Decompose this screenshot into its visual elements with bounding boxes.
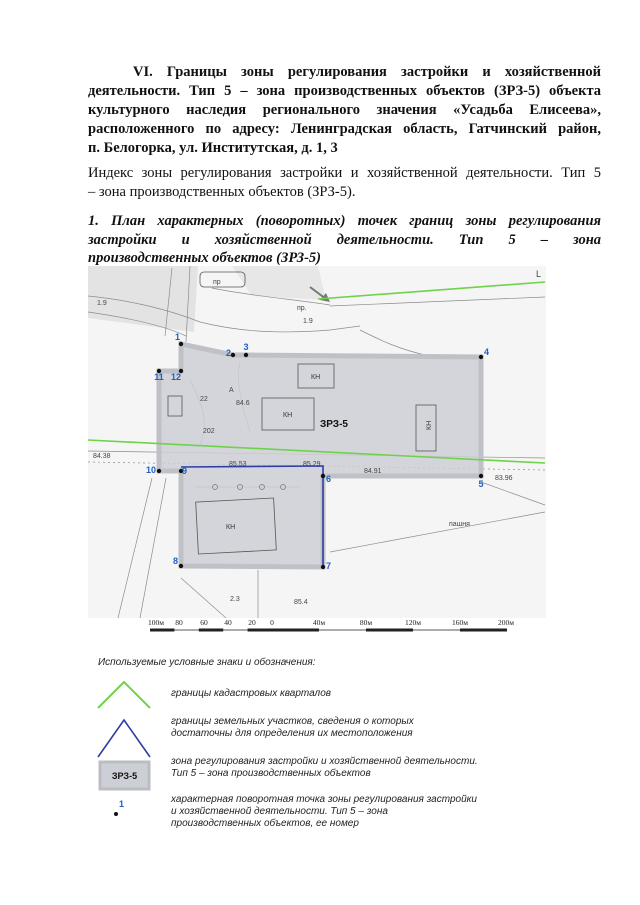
point-marker-4 <box>479 355 483 359</box>
scale-label: 160м <box>452 618 468 627</box>
scale-label: 0 <box>270 618 274 627</box>
plan-title-line: производственных объектов (ЗРЗ-5) <box>88 250 321 266</box>
legend-text-line: достаточны для определения их местоположения <box>171 728 413 739</box>
point-number-9: 9 <box>182 466 188 476</box>
legend-text-line: границы кадастровых кварталов <box>171 688 331 699</box>
elevation-label: 84.6 <box>236 400 250 407</box>
elevation-label: 83.96 <box>495 475 513 482</box>
area-label: 2.3 <box>230 596 240 603</box>
scale-label: 20 <box>248 618 256 627</box>
legend-item-zone <box>171 756 478 780</box>
legend-text-line: производственных объектов, ее номер <box>171 818 359 829</box>
point-marker-8 <box>179 564 183 568</box>
building-label: КН <box>283 412 293 419</box>
point-number-12: 12 <box>170 372 182 382</box>
area-label: 1.9 <box>303 318 313 325</box>
zone-symbol-label: ЗРЗ-5 <box>111 771 138 781</box>
point-marker-2 <box>231 353 235 357</box>
scale-label: 100м <box>148 618 164 627</box>
point-number-8: 8 <box>172 556 178 566</box>
plan-title <box>88 212 601 268</box>
scale-bar-segment <box>460 629 507 632</box>
scale-bar <box>148 618 514 632</box>
legend-item-cadastral <box>171 688 331 700</box>
elevation-label: 84.91 <box>364 468 382 475</box>
turning-point-symbol-number: 1 <box>119 799 125 809</box>
elevation-label: 85.29 <box>303 461 321 468</box>
building-label: КН <box>226 524 236 531</box>
area-label: 1.9 <box>97 300 107 307</box>
point-number-5: 5 <box>478 479 484 489</box>
intro-line: Индекс зоны регулирования застройки и хозяйственной деятельности. Тип 5 <box>88 165 601 181</box>
point-number-2: 2 <box>225 348 231 358</box>
elevation-label: 84.38 <box>93 453 111 460</box>
legend-title: Используемые условные знаки и обозначения: <box>98 657 316 668</box>
heading-line: VI. Границы зоны регулирования застройки и хозяйственной <box>133 64 601 80</box>
point-marker-3 <box>244 353 248 357</box>
lot-number-label: 202 <box>203 428 215 435</box>
legend-text-line: зона регулирования застройки и хозяйственной деятельности. <box>171 756 478 767</box>
scale-label: 120м <box>405 618 421 627</box>
elevation-label: 85.4 <box>294 599 308 606</box>
intro-line: – зона производственных объектов (ЗРЗ-5). <box>88 184 356 200</box>
scale-label: 200м <box>498 618 514 627</box>
legend-item-land-plot <box>171 716 414 740</box>
cadastral-boundary-symbol <box>98 682 150 708</box>
point-marker-1 <box>179 342 183 346</box>
scale-bar-segment <box>150 629 174 632</box>
scale-bar-segment <box>366 629 413 632</box>
section-heading <box>88 63 601 158</box>
point-marker-6 <box>321 474 325 478</box>
plan-title-line: застройки и хозяйственной деятельности. Тип 5 – зона <box>88 231 601 248</box>
scale-bar-segment <box>199 629 223 632</box>
legend-symbols <box>95 675 155 820</box>
legend-text-line: границы земельных участков, сведения о которых <box>171 716 414 727</box>
land-use-label: пашня <box>449 521 470 528</box>
legend-text-line: характерная поворотная точка зоны регулирования застройки <box>171 794 477 805</box>
point-number-10: 10 <box>145 465 156 475</box>
scale-label: 40м <box>312 618 326 627</box>
intro-paragraph <box>88 164 601 202</box>
corner-mark: L <box>536 269 542 279</box>
legend-text-line: и хозяйственной деятельности. Тип 5 – зона <box>171 806 388 817</box>
zone-label: ЗРЗ-5 <box>320 419 348 430</box>
zone-map <box>80 262 560 640</box>
scale-label: 60 <box>200 618 208 627</box>
point-number-3: 3 <box>243 342 249 352</box>
building-type-label: пр <box>213 279 221 286</box>
scale-label: 80 <box>175 618 183 627</box>
land-plot-boundary-symbol <box>98 720 150 757</box>
point-number-1: 1 <box>174 332 180 342</box>
point-number-6: 6 <box>326 474 332 484</box>
road-label: пр. <box>297 305 307 312</box>
scale-bar-segment <box>272 629 319 632</box>
point-number-4: 4 <box>484 347 490 357</box>
heading-line: п. Белогорка, ул. Институтская, д. 1, 3 <box>88 140 338 156</box>
scale-label: 80м <box>359 618 373 627</box>
scale-bar-segment <box>248 629 272 632</box>
point-number-7: 7 <box>326 561 332 571</box>
point-marker-10 <box>157 469 161 473</box>
lot-number-label: 22 <box>200 396 208 403</box>
point-marker-7 <box>321 565 325 569</box>
plan-title-line: 1. План характерных (поворотных) точек границ зоны регулирования <box>88 213 601 229</box>
elevation-label: 85.53 <box>229 461 247 468</box>
legend-text-line: Тип 5 – зона производственных объектов <box>171 768 371 779</box>
turning-point-symbol <box>114 812 118 816</box>
heading-line: культурного наследия регионального значения «Усадьба Елисеева», <box>88 102 601 118</box>
building-label: КН <box>426 420 433 430</box>
scale-label: 40 <box>224 618 232 627</box>
building-label: КН <box>311 374 321 381</box>
heading-line: расположенного по адресу: Ленинградская область, Гатчинский район, <box>88 121 601 137</box>
letter-label: А <box>229 387 234 394</box>
legend-item-turning-point <box>171 794 477 830</box>
point-marker-5 <box>479 474 483 478</box>
heading-line: деятельности. Тип 5 – зона производственных объектов (ЗРЗ-5) объекта <box>88 83 601 99</box>
point-number-11: 11 <box>154 372 164 382</box>
